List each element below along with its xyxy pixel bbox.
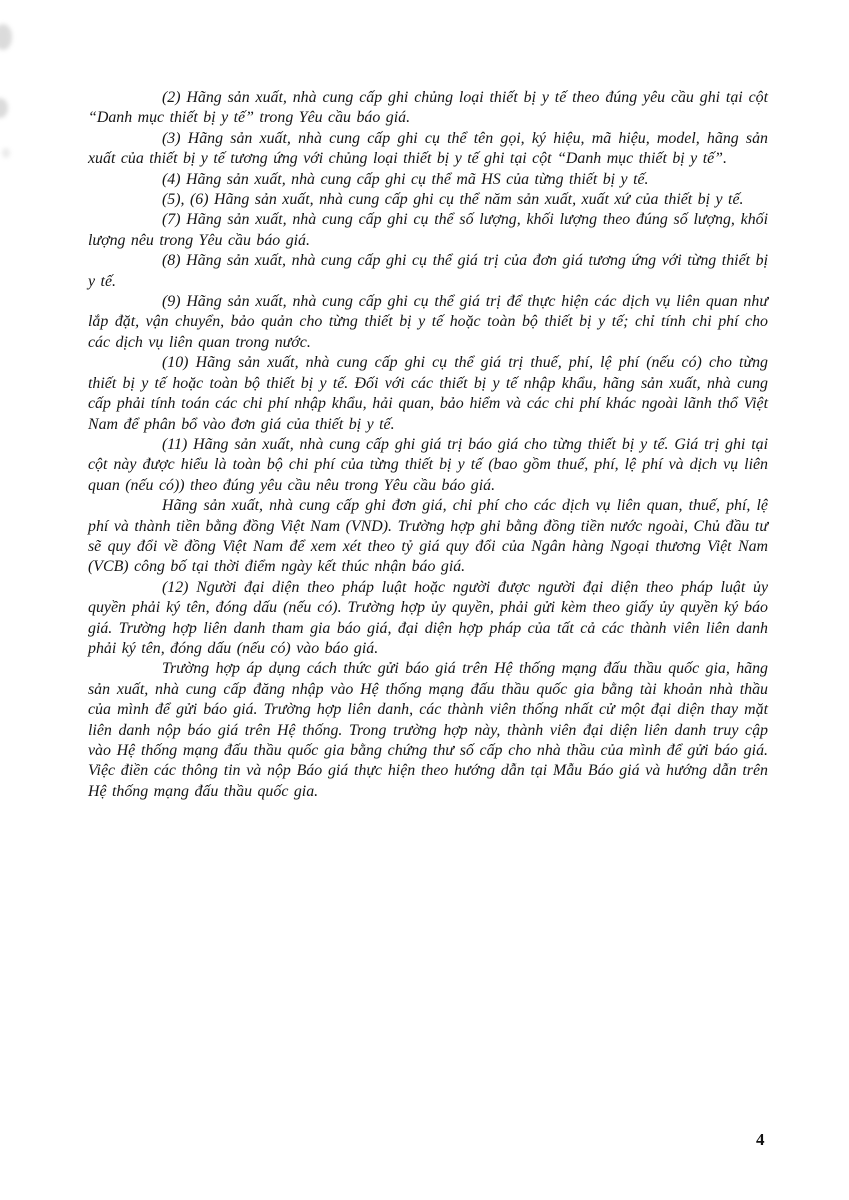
paragraph-note-8: (8) Hãng sản xuất, nhà cung cấp ghi cụ thể giá trị của đơn giá tương ứng với từng thiết bị y tế. [88, 252, 768, 290]
document-body-text [88, 88, 768, 802]
paragraph-note-12: (12) Người đại diện theo pháp luật hoặc người được người đại diện theo pháp luật ủy quyền phải ký tên, đóng dấu (nếu có). Trường hợp ủy quyền, phải gửi kèm theo giấy ủy quyền ký báo giá. Trường hợp liên danh tham gia báo giá, đại diện hợp pháp của tất cả các thành viên liên danh phải ký tên, đóng dấu (nếu có) vào báo giá. [88, 578, 768, 657]
paragraph-note-3: (3) Hãng sản xuất, nhà cung cấp ghi cụ thể tên gọi, ký hiệu, mã hiệu, model, hãng sản xuất của thiết bị y tế tương ứng với chủng loại thiết bị y tế ghi tại cột “Danh mục thiết bị y tế”. [88, 129, 768, 168]
scan-artifact [2, 148, 10, 158]
paragraph-note-11: (11) Hãng sản xuất, nhà cung cấp ghi giá trị báo giá cho từng thiết bị y tế. Giá trị ghi tại cột này được hiểu là toàn bộ chi phí của từng thiết bị y tế (bao gồm thuế, phí, lệ phí và dịch vụ liên quan (nếu có)) theo đúng yêu cầu nêu trong Yêu cầu báo giá. [88, 435, 768, 494]
paragraph-note-2: (2) Hãng sản xuất, nhà cung cấp ghi chủng loại thiết bị y tế theo đúng yêu cầu ghi tại cột “Danh mục thiết bị y tế” trong Yêu cầu báo giá. [88, 89, 768, 127]
scan-artifact [0, 24, 12, 50]
paragraph-note-9: (9) Hãng sản xuất, nhà cung cấp ghi cụ thể giá trị để thực hiện các dịch vụ liên quan như lắp đặt, vận chuyển, bảo quản cho từng thiết bị y tế hoặc toàn bộ thiết bị y tế; chỉ tính chi phí cho các dịch vụ liên quan trong nước. [88, 293, 768, 351]
paragraph-currency-rule: Hãng sản xuất, nhà cung cấp ghi đơn giá, chi phí cho các dịch vụ liên quan, thuế, phí, lệ phí và thành tiền bằng đồng Việt Nam (VND). Trường hợp ghi bằng đồng tiền nước ngoài, Chủ đầu tư sẽ quy đổi về đồng Việt Nam để xem xét theo tỷ giá quy đổi của Ngân hàng Ngoại thương Việt Nam (VCB) công bố tại thời điểm ngày kết thúc nhận báo giá. [88, 497, 768, 576]
page-number: 4 [756, 1130, 765, 1149]
paragraph-note-7: (7) Hãng sản xuất, nhà cung cấp ghi cụ thể số lượng, khối lượng theo đúng số lượng, khối lượng nêu trong Yêu cầu báo giá. [88, 211, 768, 249]
paragraph-note-10: (10) Hãng sản xuất, nhà cung cấp ghi cụ thể giá trị thuế, phí, lệ phí (nếu có) cho từng thiết bị y tế hoặc toàn bộ thiết bị y tế. Đối với các thiết bị y tế nhập khẩu, hãng sản xuất, nhà cung cấp phải tính toán các chi phí nhập khẩu, hải quan, bảo hiểm và các chi phí khác ngoài lãnh thổ Việt Nam để phân bổ vào đơn giá của thiết bị y tế. [88, 354, 768, 433]
scan-artifact [0, 98, 8, 118]
paragraph-note-4: (4) Hãng sản xuất, nhà cung cấp ghi cụ thể mã HS của từng thiết bị y tế. [162, 170, 649, 188]
paragraph-note-5-6: (5), (6) Hãng sản xuất, nhà cung cấp ghi cụ thể năm sản xuất, xuất xứ của thiết bị y tế. [162, 191, 744, 209]
paragraph-e-bidding-system: Trường hợp áp dụng cách thức gửi báo giá trên Hệ thống mạng đấu thầu quốc gia, hãng sản xuất, nhà cung cấp đăng nhập vào Hệ thống mạng đấu thầu quốc gia bằng tài khoản nhà thầu của mình để gửi báo giá. Trường hợp liên danh, các thành viên thống nhất cử một đại diện thay mặt liên danh nộp báo giá trên Hệ thống. Trong trường hợp này, thành viên đại diện liên danh truy cập vào Hệ thống mạng đấu thầu quốc gia bằng chứng thư số cấp cho nhà thầu của mình để gửi báo giá. Việc điền các thông tin và nộp Báo giá thực hiện theo hướng dẫn tại Mẫu Báo giá và hướng dẫn trên Hệ thống mạng đấu thầu quốc gia. [88, 660, 768, 800]
